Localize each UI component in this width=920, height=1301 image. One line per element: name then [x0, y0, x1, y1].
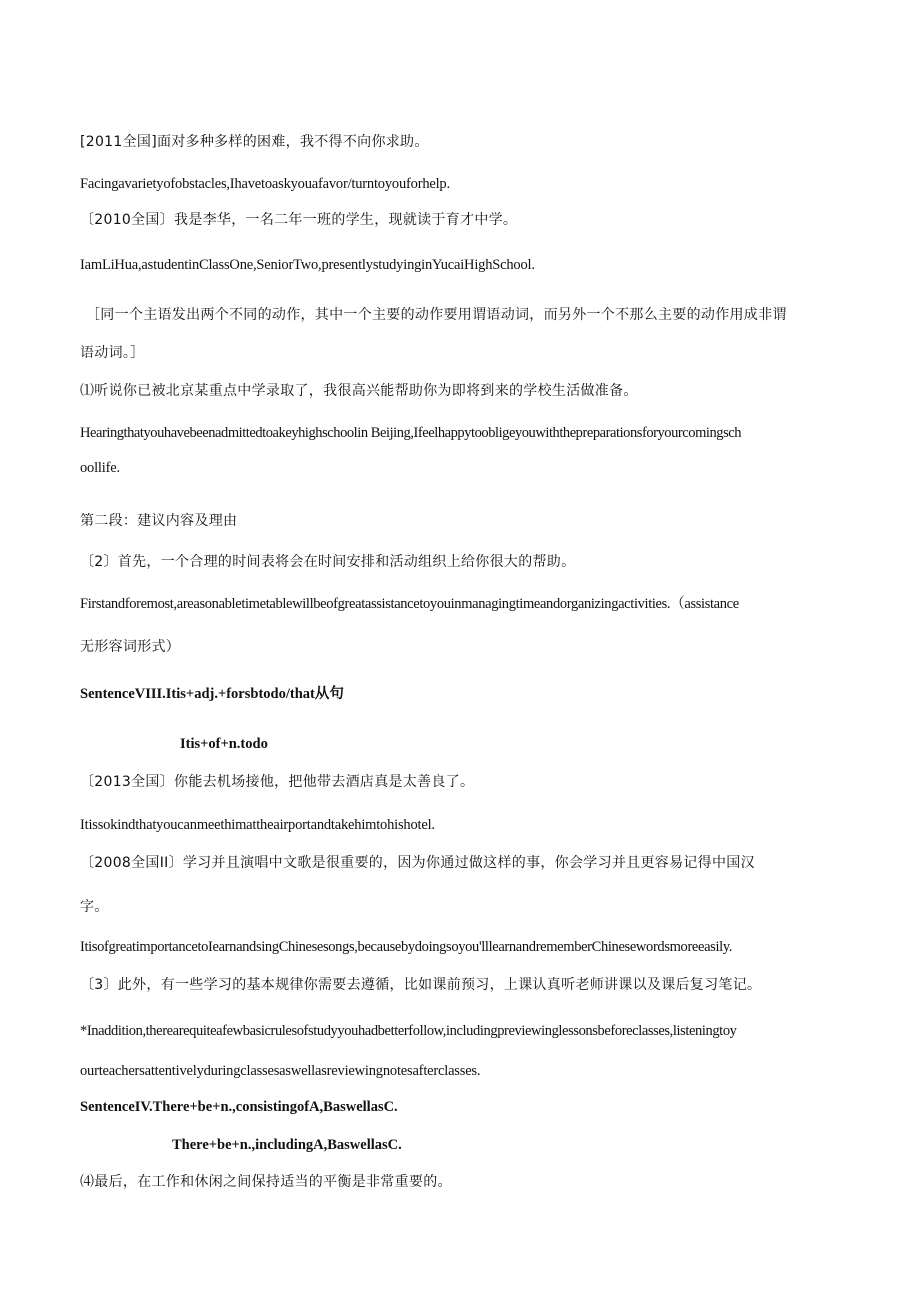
text-line: 〔2010全国〕我是李华，一名二年一班的学生，现就读于育才中学。: [80, 212, 518, 228]
text-line: ourteachersattentivelyduringclassesaswellasreviewingnotesafterclasses.: [80, 1063, 481, 1079]
text-line: 无形容词形式）: [80, 639, 181, 655]
text-line: ⑷最后，在工作和休闲之间保持适当的平衡是非常重要的。: [80, 1174, 452, 1190]
sentence-pattern-variant: Itis+of+n.todo: [180, 736, 268, 752]
text-line: Hearingthatyouhavebeenadmittedtoakeyhighschoolin Beijing,Ifeelhappytoobligeyouwiththepreparationsforyourcomingsch: [80, 425, 742, 441]
text-line: [2011全国]面对多种多样的困难，我不得不向你求助。: [80, 134, 429, 150]
text-line: IamLiHua,astudentinClassOne,SeniorTwo,presentlystudyinginYucaiHighSchool.: [80, 257, 535, 273]
text-line: ItisofgreatimportancetoIearnandsingChinesesongs,becausebydoingsoyou'lllearnandrememberChinesewordsmoreeasily.: [80, 939, 733, 955]
sentence-pattern-variant: There+be+n.,includingA,BaswellasC.: [172, 1137, 402, 1153]
text-line: ⑴听说你已被北京某重点中学录取了，我很高兴能帮助你为即将到来的学校生活做准备。: [80, 383, 638, 399]
text-line: 〔3〕此外，有一些学习的基本规律你需要去遵循，比如课前预习，上课认真听老师讲课以及课后复习笔记。: [80, 977, 762, 993]
text-line: Facingavarietyofobstacles,Ihavetoaskyouafavor/turntoyouforhelp.: [80, 176, 450, 192]
text-line: ［同一个主语发出两个不同的动作，其中一个主要的动作要用谓语动词，而另外一个不那么主要的动作用成非谓: [86, 307, 787, 323]
text-line: Firstandforemost,areasonabletimetablewillbeofgreatassistancetoyouinmanagingtimeandorganizingactivities.（assistance: [80, 596, 739, 612]
section-heading: 第二段：建议内容及理由: [80, 513, 238, 529]
text-line: Itissokindthatyoucanmeethimattheairportandtakehimtohishotel.: [80, 817, 435, 833]
sentence-pattern-heading: SentenceVIII.Itis+adj.+forsbtodo/that从句: [80, 686, 344, 702]
text-line: oollife.: [80, 460, 120, 476]
text-line: 〔2〕首先，一个合理的时间表将会在时间安排和活动组织上给你很大的帮助。: [80, 554, 576, 570]
text-line: 〔2013全国〕你能去机场接他，把他带去酒店真是太善良了。: [80, 774, 475, 790]
text-line: 〔2008全国II〕学习并且演唱中文歌是很重要的，因为你通过做这样的事，你会学习并且更容易记得中国汉: [80, 855, 755, 871]
text-line: 语动词。］: [80, 345, 145, 361]
text-line: *Inaddition,therearequiteafewbasicrulesofstudyyouhadbetterfollow,includingpreviewinglessonsbeforeclasses,listeningtoy: [80, 1023, 737, 1039]
text-line: 字。: [80, 899, 109, 915]
sentence-pattern-heading: SentenceIV.There+be+n.,consistingofA,BaswellasC.: [80, 1099, 398, 1115]
